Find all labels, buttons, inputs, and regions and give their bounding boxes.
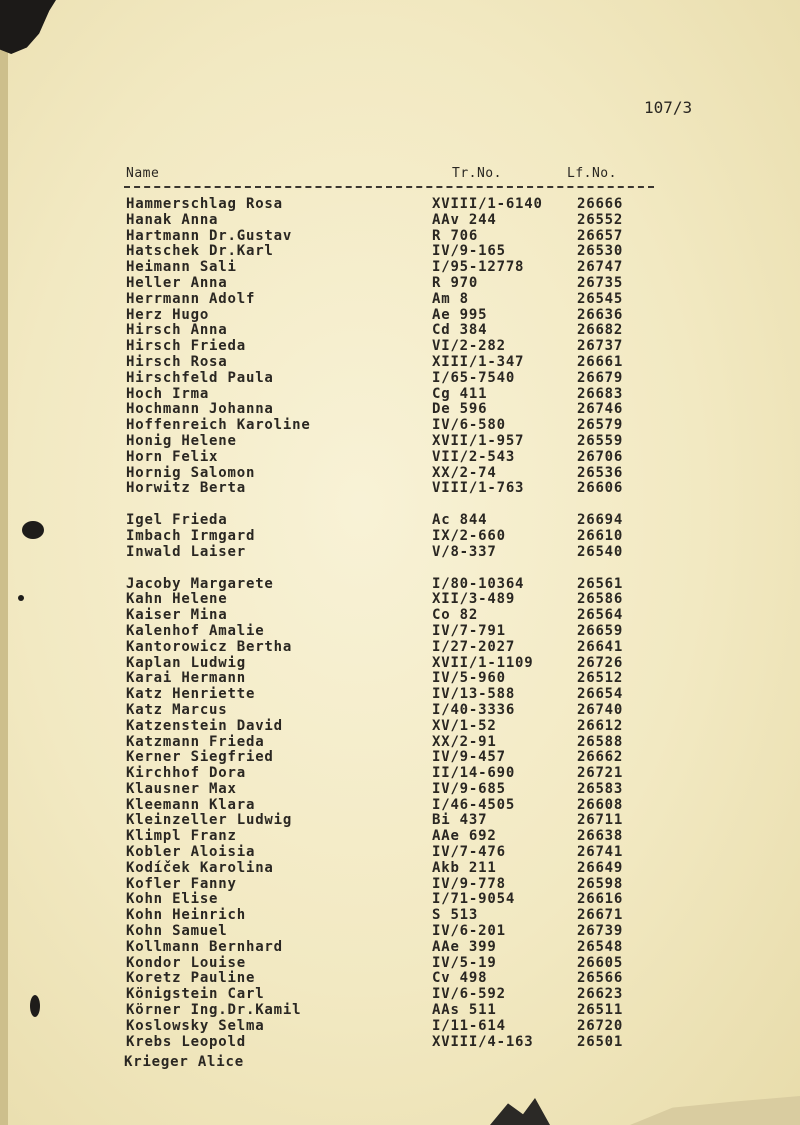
list-row: [0, 354, 800, 370]
serial-number: 26552: [577, 211, 624, 228]
header-tr-no: Tr.No.: [452, 166, 502, 181]
person-name: Kodíček Karolina: [126, 859, 274, 876]
serial-number: 26586: [577, 591, 624, 608]
serial-number: 26638: [577, 828, 624, 845]
person-name: Kalenhof Amalie: [126, 622, 265, 639]
transport-number: IV/5-19: [432, 954, 497, 971]
serial-number: 26612: [577, 717, 624, 734]
transport-number: I/46-4505: [432, 796, 516, 813]
list-row: [0, 718, 800, 734]
trailing-name: Krieger Alice: [124, 1054, 244, 1070]
list-row: [0, 734, 800, 750]
transport-number: II/14-690: [432, 765, 516, 782]
list-row: [0, 259, 800, 275]
person-name: Kohn Heinrich: [126, 907, 246, 924]
person-name: Kondor Louise: [126, 954, 246, 971]
person-name: Honig Helene: [126, 432, 237, 449]
serial-number: 26616: [577, 891, 624, 908]
person-name: Hirsch Anna: [126, 322, 228, 339]
serial-number: 26679: [577, 369, 624, 386]
serial-number: 26671: [577, 907, 624, 924]
transport-number: IV/6-592: [432, 986, 506, 1003]
list-row: [0, 433, 800, 449]
list-row: [0, 670, 800, 686]
list-row: [0, 639, 800, 655]
header-lf-no: Lf.No.: [567, 166, 617, 181]
list-row: [0, 1002, 800, 1018]
serial-number: 26566: [577, 970, 624, 987]
list-row: [0, 844, 800, 860]
transport-number: R 970: [432, 274, 479, 291]
transport-number: Co 82: [432, 607, 479, 624]
person-name: Heimann Sali: [126, 259, 237, 276]
person-name: Hornig Salomon: [126, 464, 256, 481]
list-row: [0, 749, 800, 765]
transport-number: IV/5-960: [432, 670, 506, 687]
transport-number: S 513: [432, 907, 479, 924]
serial-number: 26564: [577, 607, 624, 624]
serial-number: 26683: [577, 385, 624, 402]
person-name: Hirsch Rosa: [126, 353, 228, 370]
serial-number: 26726: [577, 654, 624, 671]
list-row: [0, 275, 800, 291]
bottom-tear-light: [630, 1096, 800, 1125]
serial-number: 26747: [577, 259, 624, 276]
serial-number: 26512: [577, 670, 624, 687]
transport-number: VI/2-282: [432, 338, 506, 355]
person-name: Herrmann Adolf: [126, 290, 256, 307]
transport-number: I/27-2027: [432, 638, 516, 655]
transport-number: Cd 384: [432, 322, 488, 339]
person-name: Horwitz Berta: [126, 480, 246, 497]
serial-number: 26694: [577, 512, 624, 529]
list-row: [0, 480, 800, 496]
person-name: Hoch Irma: [126, 385, 210, 402]
person-name: Koslowsky Selma: [126, 1017, 265, 1034]
bottom-tear: [490, 1098, 550, 1125]
serial-number: 26559: [577, 432, 624, 449]
person-name: Kobler Aloisia: [126, 844, 256, 861]
transport-number: I/40-3336: [432, 701, 516, 718]
transport-number: XX/2-74: [432, 464, 497, 481]
serial-number: 26649: [577, 859, 624, 876]
person-name: Kahn Helene: [126, 591, 228, 608]
serial-number: 26661: [577, 353, 624, 370]
list-row: [0, 386, 800, 402]
list-row: [0, 828, 800, 844]
list-row: [0, 291, 800, 307]
list-row: [0, 307, 800, 323]
serial-number: 26511: [577, 1002, 624, 1019]
transport-number: IV/9-165: [432, 243, 506, 260]
transport-number: IV/6-580: [432, 417, 506, 434]
person-name: Katzmann Frieda: [126, 733, 265, 750]
serial-number: 26659: [577, 622, 624, 639]
person-name: Hirschfeld Paula: [126, 369, 274, 386]
list-row: [0, 970, 800, 986]
transport-number: XV/1-52: [432, 717, 497, 734]
name-list: [0, 196, 800, 1049]
person-name: Hanak Anna: [126, 211, 219, 228]
serial-number: 26657: [577, 227, 624, 244]
transport-number: Akb 211: [432, 859, 497, 876]
list-row: [0, 765, 800, 781]
person-name: Kollmann Bernhard: [126, 938, 283, 955]
list-row: [0, 544, 800, 560]
serial-number: 26605: [577, 954, 624, 971]
person-name: Körner Ing.Dr.Kamil: [126, 1002, 302, 1019]
person-name: Krebs Leopold: [126, 1033, 246, 1050]
serial-number: 26608: [577, 796, 624, 813]
list-row: [0, 876, 800, 892]
list-row: [0, 781, 800, 797]
transport-number: IX/2-660: [432, 527, 506, 544]
serial-number: 26536: [577, 464, 624, 481]
transport-number: Am 8: [432, 290, 469, 307]
serial-number: 26606: [577, 480, 624, 497]
transport-number: IV/7-476: [432, 844, 506, 861]
person-name: Jacoby Margarete: [126, 575, 274, 592]
transport-number: IV/13-588: [432, 686, 516, 703]
serial-number: 26623: [577, 986, 624, 1003]
person-name: Inwald Laiser: [126, 543, 246, 560]
transport-number: De 596: [432, 401, 488, 418]
list-row: [0, 512, 800, 528]
list-row: [0, 243, 800, 259]
transport-number: IV/9-457: [432, 749, 506, 766]
person-name: Hatschek Dr.Karl: [126, 243, 274, 260]
list-row: [0, 401, 800, 417]
list-row: [0, 196, 800, 212]
transport-number: IV/6-201: [432, 923, 506, 940]
serial-number: 26583: [577, 780, 624, 797]
transport-number: AAe 692: [432, 828, 497, 845]
serial-number: 26598: [577, 875, 624, 892]
serial-number: 26721: [577, 765, 624, 782]
transport-number: I/65-7540: [432, 369, 516, 386]
list-row: [0, 1018, 800, 1034]
person-name: Herz Hugo: [126, 306, 210, 323]
person-name: Kerner Siegfried: [126, 749, 274, 766]
person-name: Kantorowicz Bertha: [126, 638, 293, 655]
person-name: Koretz Pauline: [126, 970, 256, 987]
person-name: Katzenstein David: [126, 717, 283, 734]
transport-number: I/95-12778: [432, 259, 525, 276]
person-name: Kaplan Ludwig: [126, 654, 246, 671]
list-row: [0, 939, 800, 955]
serial-number: 26588: [577, 733, 624, 750]
serial-number: 26711: [577, 812, 624, 829]
serial-number: 26641: [577, 638, 624, 655]
person-name: Hammerschlag Rosa: [126, 196, 283, 212]
serial-number: 26666: [577, 196, 624, 212]
serial-number: 26740: [577, 701, 624, 718]
list-row: [0, 228, 800, 244]
page-number: 107/3: [644, 98, 693, 117]
person-name: Katz Henriette: [126, 686, 256, 703]
serial-number: 26741: [577, 844, 624, 861]
transport-number: Ae 995: [432, 306, 488, 323]
person-name: Hirsch Frieda: [126, 338, 246, 355]
list-row: [0, 576, 800, 592]
transport-number: XVII/1-1109: [432, 654, 534, 671]
transport-number: I/11-614: [432, 1017, 506, 1034]
list-row: [0, 338, 800, 354]
transport-number: XVIII/1-6140: [432, 196, 543, 212]
list-row: [0, 686, 800, 702]
serial-number: 26548: [577, 938, 624, 955]
transport-number: Cg 411: [432, 385, 488, 402]
serial-number: 26545: [577, 290, 624, 307]
list-row: [0, 607, 800, 623]
list-row: [0, 907, 800, 923]
person-name: Igel Frieda: [126, 512, 228, 529]
person-name: Hochmann Johanna: [126, 401, 274, 418]
list-row: [0, 812, 800, 828]
serial-number: 26746: [577, 401, 624, 418]
person-name: Kleinzeller Ludwig: [126, 812, 293, 829]
serial-number: 26561: [577, 575, 624, 592]
transport-number: XIII/1-347: [432, 353, 525, 370]
transport-number: Bi 437: [432, 812, 488, 829]
list-row: [0, 986, 800, 1002]
serial-number: 26720: [577, 1017, 624, 1034]
person-name: Hartmann Dr.Gustav: [126, 227, 293, 244]
serial-number: 26540: [577, 543, 624, 560]
transport-number: V/8-337: [432, 543, 497, 560]
transport-number: AAs 511: [432, 1002, 497, 1019]
transport-number: Cv 498: [432, 970, 488, 987]
list-row: [0, 591, 800, 607]
serial-number: 26737: [577, 338, 624, 355]
list-row: [0, 891, 800, 907]
transport-number: Ac 844: [432, 512, 488, 529]
transport-number: IV/9-778: [432, 875, 506, 892]
transport-number: I/80-10364: [432, 575, 525, 592]
serial-number: 26530: [577, 243, 624, 260]
list-row: [0, 370, 800, 386]
list-row: [0, 322, 800, 338]
transport-number: I/71-9054: [432, 891, 516, 908]
list-row: [0, 623, 800, 639]
transport-number: AAv 244: [432, 211, 497, 228]
person-name: Kohn Samuel: [126, 923, 228, 940]
list-row: [0, 1034, 800, 1050]
list-row: [0, 449, 800, 465]
list-row: [0, 955, 800, 971]
serial-number: 26610: [577, 527, 624, 544]
person-name: Königstein Carl: [126, 986, 265, 1003]
transport-number: XII/3-489: [432, 591, 516, 608]
torn-corner: [0, 0, 56, 54]
person-name: Hoffenreich Karoline: [126, 417, 311, 434]
transport-number: XX/2-91: [432, 733, 497, 750]
person-name: Kofler Fanny: [126, 875, 237, 892]
person-name: Kirchhof Dora: [126, 765, 246, 782]
serial-number: 26501: [577, 1033, 624, 1050]
header-name: Name: [126, 166, 160, 181]
transport-number: AAe 399: [432, 938, 497, 955]
transport-number: XVII/1-957: [432, 432, 525, 449]
person-name: Klimpl Franz: [126, 828, 237, 845]
serial-number: 26739: [577, 923, 624, 940]
person-name: Kaiser Mina: [126, 607, 228, 624]
transport-number: XVIII/4-163: [432, 1033, 534, 1050]
person-name: Karai Hermann: [126, 670, 246, 687]
person-name: Kleemann Klara: [126, 796, 256, 813]
serial-number: 26662: [577, 749, 624, 766]
person-name: Katz Marcus: [126, 701, 228, 718]
list-row: [0, 212, 800, 228]
list-row: [0, 528, 800, 544]
list-row: [0, 860, 800, 876]
list-row: [0, 797, 800, 813]
serial-number: 26654: [577, 686, 624, 703]
list-row: [0, 923, 800, 939]
list-row: [0, 702, 800, 718]
serial-number: 26682: [577, 322, 624, 339]
person-name: Horn Felix: [126, 448, 219, 465]
serial-number: 26735: [577, 274, 624, 291]
serial-number: 26706: [577, 448, 624, 465]
list-row: [0, 655, 800, 671]
transport-number: VIII/1-763: [432, 480, 525, 497]
person-name: Heller Anna: [126, 274, 228, 291]
transport-number: R 706: [432, 227, 479, 244]
serial-number: 26579: [577, 417, 624, 434]
transport-number: VII/2-543: [432, 448, 516, 465]
header-divider: [124, 186, 654, 188]
person-name: Imbach Irmgard: [126, 527, 256, 544]
list-row: [0, 465, 800, 481]
transport-number: IV/7-791: [432, 622, 506, 639]
transport-number: IV/9-685: [432, 780, 506, 797]
person-name: Klausner Max: [126, 780, 237, 797]
person-name: Kohn Elise: [126, 891, 219, 908]
list-row: [0, 417, 800, 433]
serial-number: 26636: [577, 306, 624, 323]
